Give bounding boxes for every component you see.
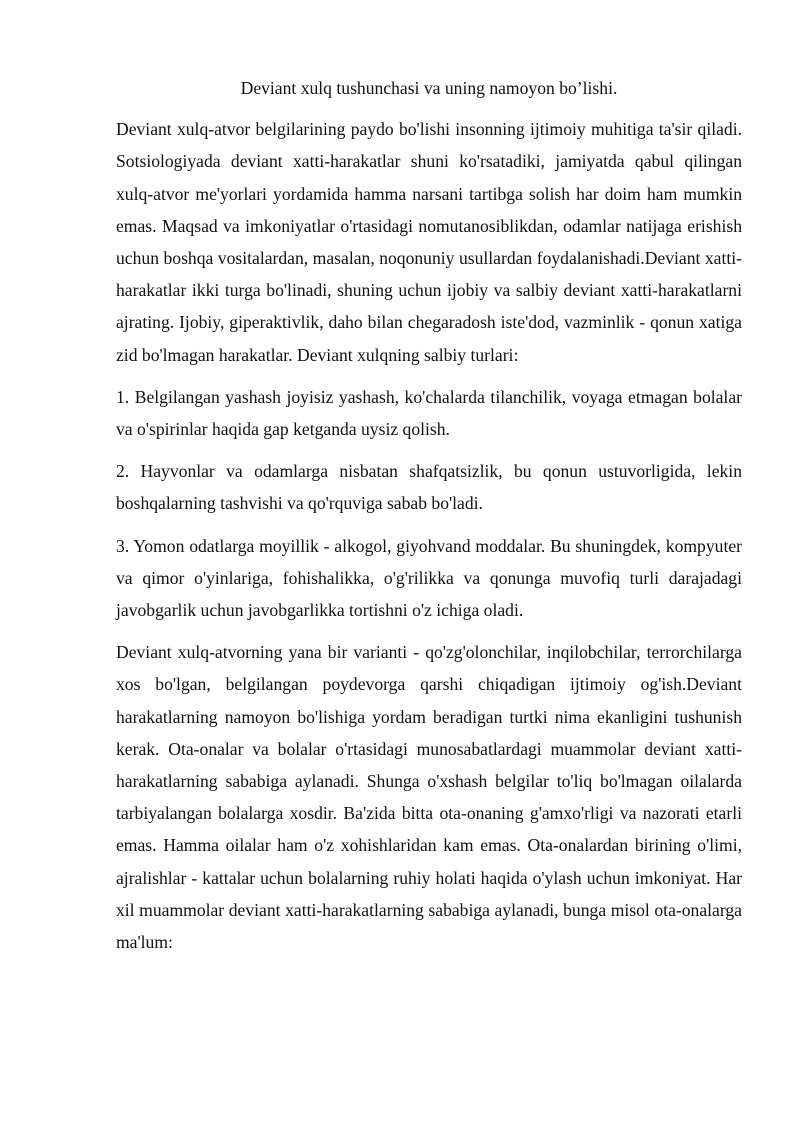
paragraph-conclusion: Deviant xulq-atvorning yana bir varianti - qo'zg'olonchilar, inqilobchilar, terrorchilarga xos bo'lgan, belgilangan poydevorga qarshi chiqadigan ijtimoiy og'ish.Deviant harakatlarning namoyon bo'lishiga yordam beradigan turtki nima ekanligini tushunish kerak. Ota-onalar va bolalar o'rtasidagi munosabatlardagi muammolar deviant xatti-harakatlarning sababiga aylanadi. Shunga o'xshash belgilar to'liq bo'lmagan oilalarda tarbiyalangan bolalarga xosdir. Ba'zida bitta ota-onaning g'amxo'rligi va nazorati etarli emas. Hamma oilalar ham o'z xohishlaridan kam emas. Ota-onalardan birining o'limi, ajralishlar - kattalar uchun bolalarning ruhiy holati haqida o'ylash uchun imkoniyat. Har xil muammolar deviant xatti-harakatlarning sababiga aylanadi, bunga misol ota-onalarga ma'lum: [116, 642, 742, 953]
document-page [116, 72, 742, 968]
document-title: Deviant xulq tushunchasi va uning namoyon bo’lishi. [240, 78, 618, 98]
paragraph-item-3: 3. Yomon odatlarga moyillik - alkogol, giyohvand moddalar. Bu shuningdek, kompyuter va qimor o'yinlariga, fohishalikka, o'g'rilikka va qonunga muvofiq turli darajadagi javobgarlik uchun javobgarlikka tortishni o'z ichiga oladi. [116, 535, 742, 621]
paragraph-item-2: 2. Hayvonlar va odamlarga nisbatan shafqatsizlik, bu qonun ustuvorligida, lekin boshqalarning tashvishi va qo'rquviga sabab bo'ladi. [116, 461, 742, 514]
paragraph-intro: Deviant xulq-atvor belgilarining paydo bo'lishi insonning ijtimoiy muhitiga ta'sir qiladi. Sotsiologiyada deviant xatti-harakatlar shuni ko'rsatadiki, jamiyatda qabul qilingan xulq-atvor me'yorlari yordamida hamma narsani tartibga solish har doim ham mumkin emas. Maqsad va imkoniyatlar o'rtasidagi nomutanosiblikdan, odamlar natijaga erishish uchun boshqa vositalardan, masalan, noqonuniy usullardan foydalanishadi.Deviant xatti-harakatlar ikki turga bo'linadi, shuning uchun ijobiy va salbiy deviant xatti-harakatlarni ajrating. Ijobiy, giperaktivlik, daho bilan chegaradosh iste'dod, vazminlik - qonun xatiga zid bo'lmagan harakatlar. Deviant xulqning salbiy turlari: [116, 119, 742, 365]
paragraph-item-1: 1. Belgilangan yashash joyisiz yashash, ko'chalarda tilanchilik, voyaga etmagan bolalar va o'spirinlar haqida gap ketganda uysiz qolish. [116, 386, 742, 440]
